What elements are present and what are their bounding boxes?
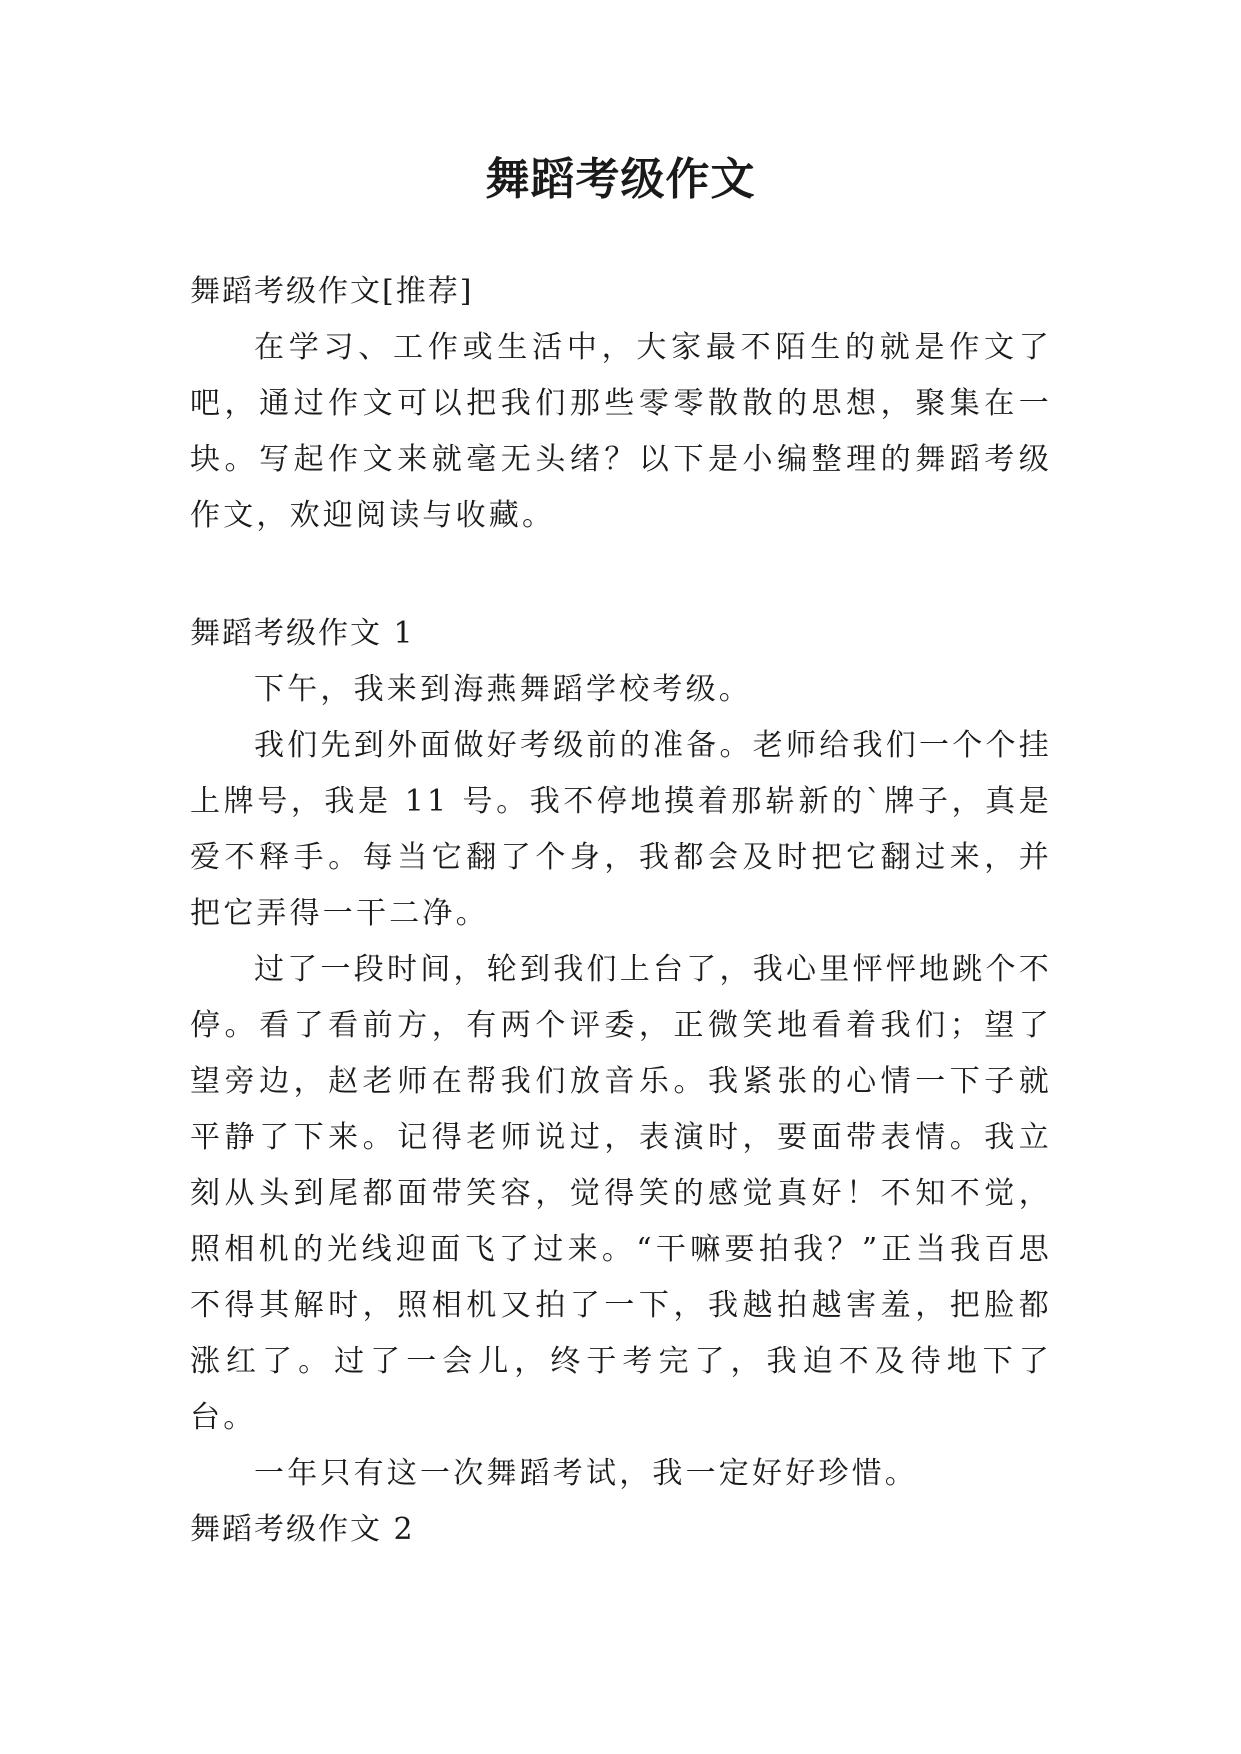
section-2-heading: 舞蹈考级作文 2	[190, 1512, 415, 1547]
document-body	[190, 264, 1052, 1558]
section-1-paragraph-4: 一年只有这一次舞蹈考试，我一定好好珍惜。	[254, 1456, 918, 1491]
section-1-paragraph-3: 过了一段时间，轮到我们上台了，我心里怦怦地跳个不停。看了看前方，有两个评委，正微笑地看着我们；望了望旁边，赵老师在帮我们放音乐。我紧张的心情一下子就平静了下来。记得老师说过，表演时，要面带表情。我立刻从头到尾都面带笑容，觉得笑的感觉真好！不知不觉，照相机的光线迎面飞了过来。“干嘛要拍我？”正当我百思不得其解时，照相机又拍了一下，我越拍越害羞，把脸都涨红了。过了一会儿，终于考完了，我迫不及待地下了台。	[190, 952, 1052, 1435]
intro-heading: 舞蹈考级作文[推荐]	[190, 274, 474, 309]
intro-paragraph: 在学习、工作或生活中，大家最不陌生的就是作文了吧，通过作文可以把我们那些零零散散的思想，聚集在一块。写起作文来就毫无头绪？以下是小编整理的舞蹈考级作文，欢迎阅读与收藏。	[190, 330, 1052, 533]
section-spacer	[190, 544, 1052, 606]
document-title: 舞蹈考级作文	[485, 154, 756, 205]
section-1-paragraph-2: 我们先到外面做好考级前的准备。老师给我们一个个挂上牌号，我是 11 号。我不停地摸着那崭新的`牌子，真是爱不释手。每当它翻了个身，我都会及时把它翻过来，并把它弄得一干二净。	[190, 728, 1052, 931]
section-1-heading: 舞蹈考级作文 1	[190, 616, 415, 651]
section-1-paragraph-1: 下午，我来到海燕舞蹈学校考级。	[254, 672, 752, 707]
